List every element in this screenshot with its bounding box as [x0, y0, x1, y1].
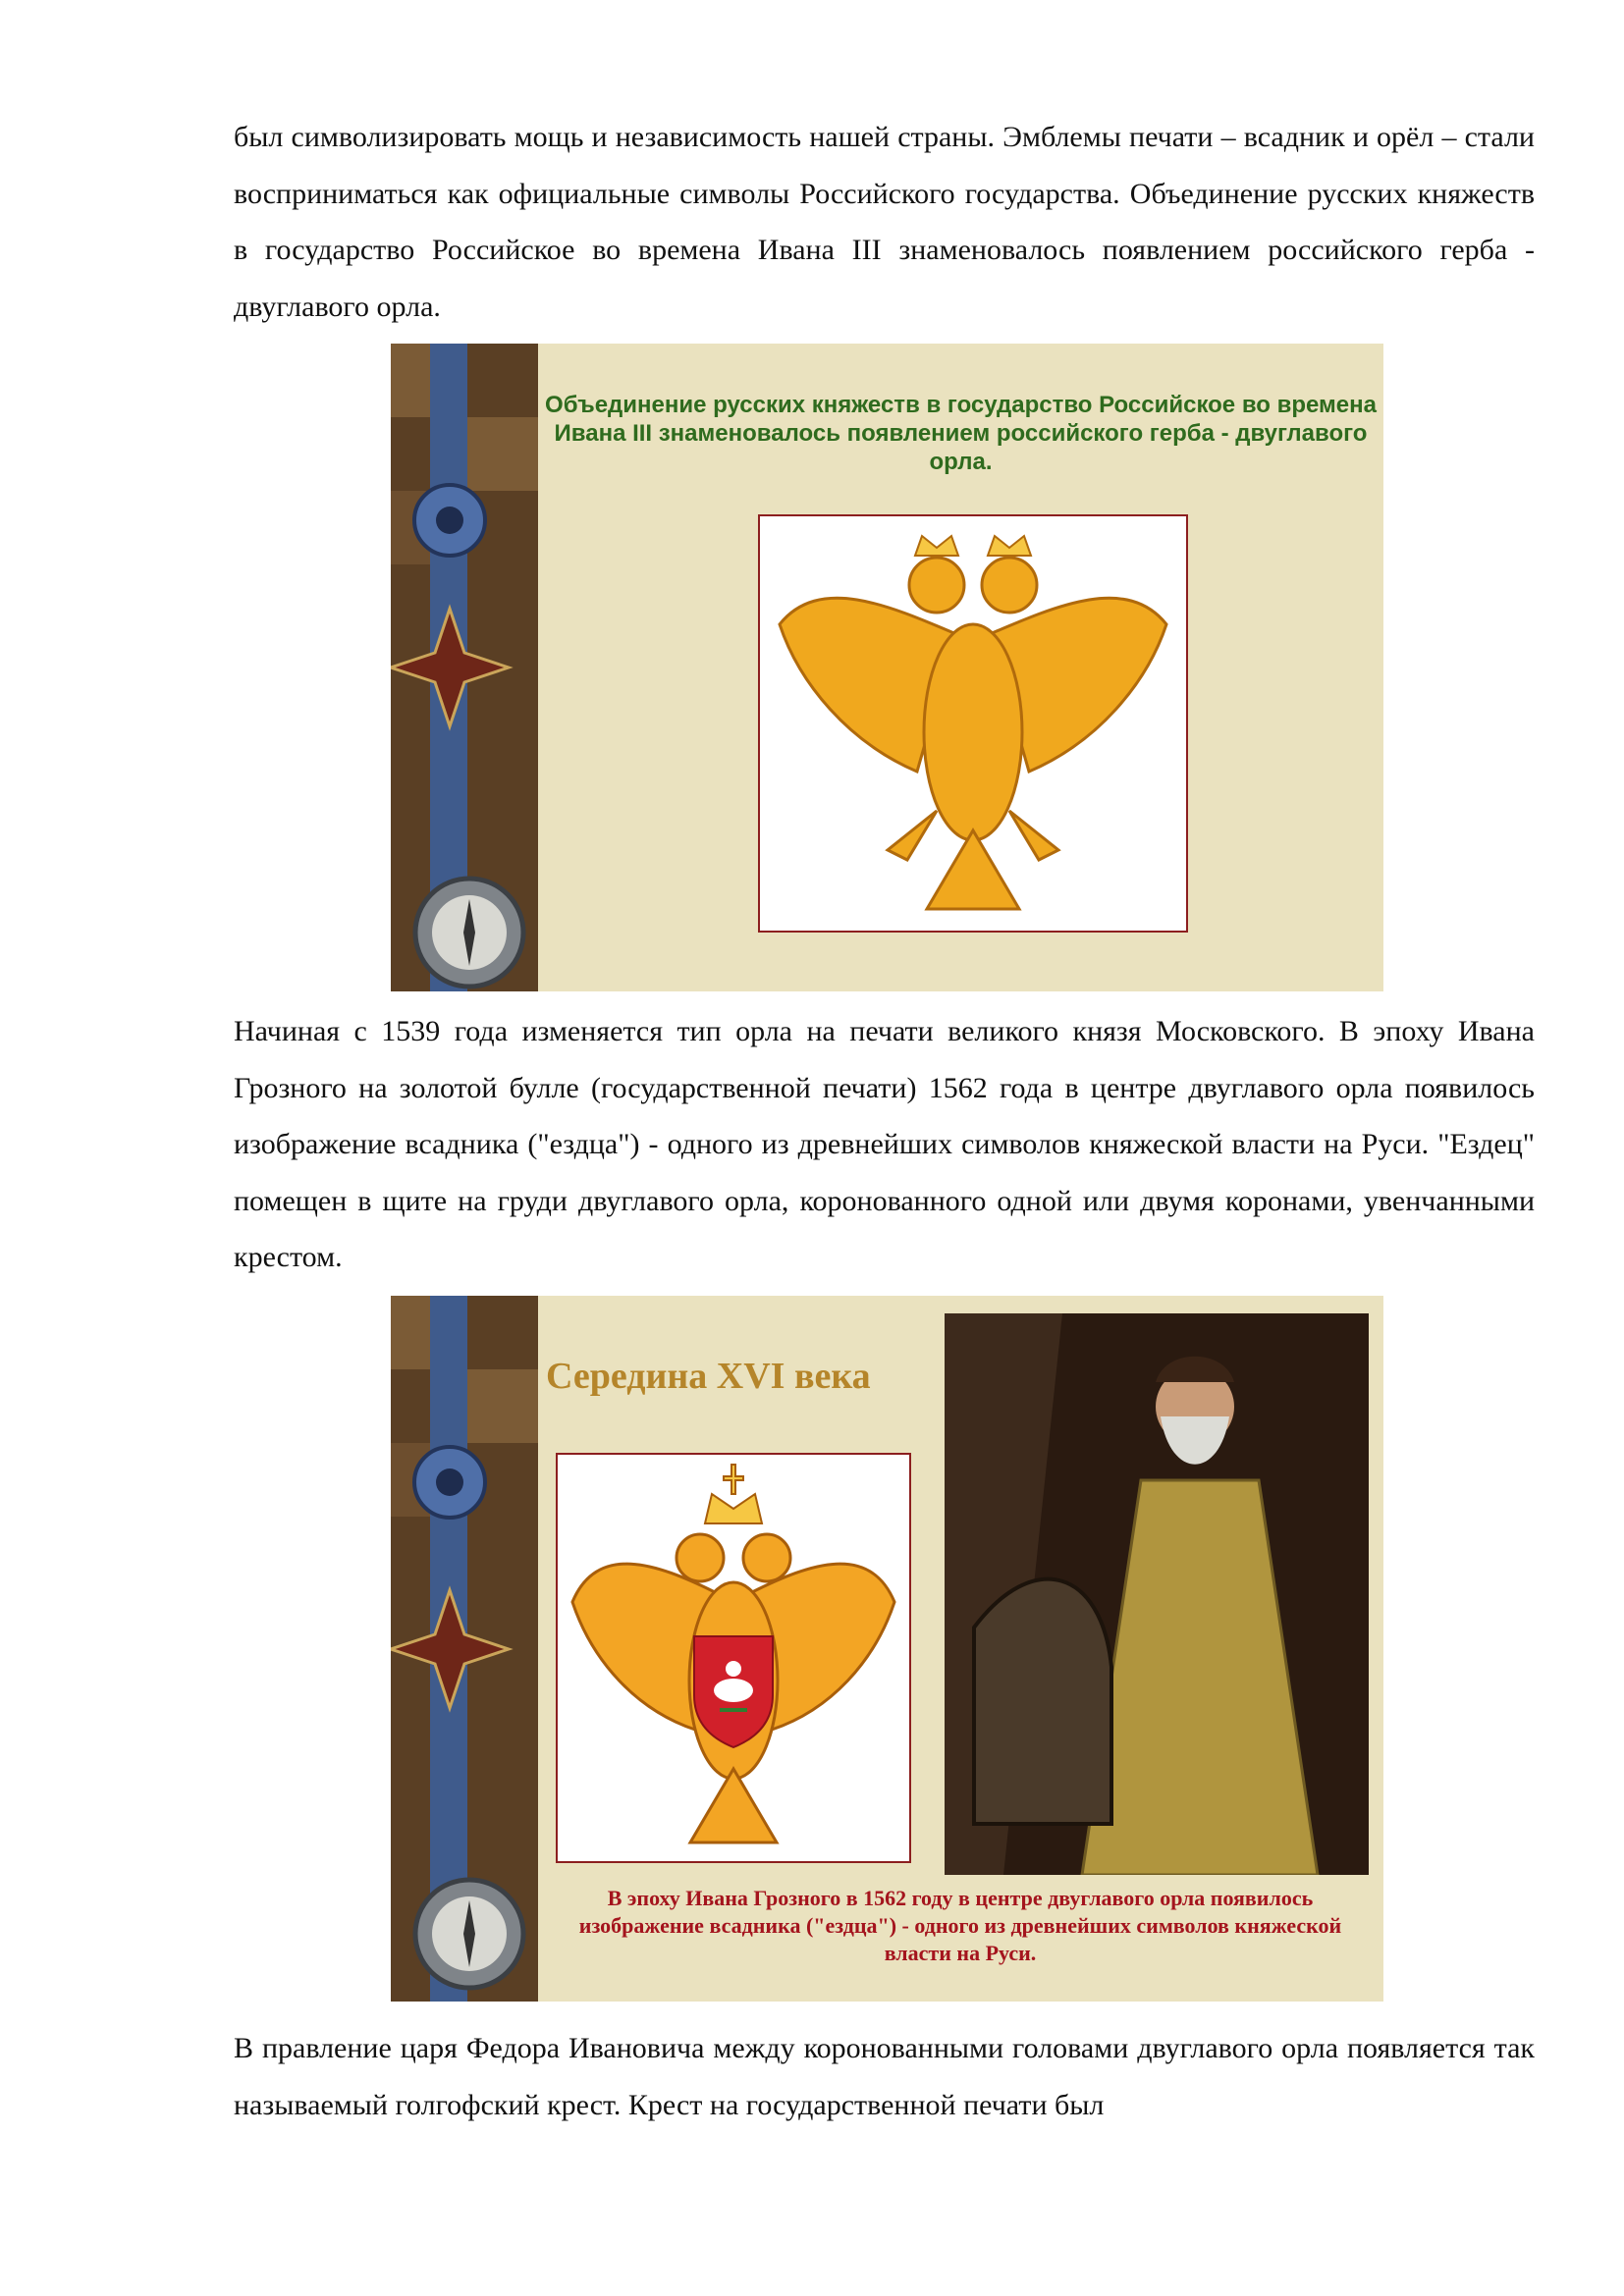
medal-icon — [414, 1447, 485, 1518]
paragraph-3: В правление царя Федора Ивановича между коронованными головами двуглавого орла появляется так называемый голгофский крест. Крест на государственной печати был — [234, 2032, 1535, 2121]
slide-title: Объединение русских княжеств в государство Российское во времена Ивана III знаменовалось появлением российского герба - двуглавого орла. — [545, 392, 1377, 475]
crown-icon — [915, 536, 1031, 556]
slide-image-ivan-grozny — [391, 1296, 1383, 2002]
decorative-strip — [391, 344, 538, 991]
slide-caption: В эпоху Ивана Грозного в 1562 году в центре двуглавого орла появилось изображение всадника ("ездца") - одного из древнейших символов княжеской власти на Руси. — [578, 1886, 1342, 1965]
eagle-frame — [556, 1453, 911, 1863]
double-headed-eagle-icon — [558, 1455, 909, 1861]
medal-icon — [414, 485, 485, 556]
decorative-strip — [391, 1296, 538, 2002]
slide-title: Середина XVI века — [546, 1356, 871, 1397]
compass-icon — [415, 879, 523, 987]
paragraph-1: был символизировать мощь и независимость нашей страны. Эмблемы печати – всадник и орёл – стали восприниматься как официальные символы Российского государства. Объединение русских княжеств в государство Российское во времена Ивана III знаменовалось появлением российского герба - двуглавого орла. — [234, 121, 1535, 323]
slide-image-eagle-ivan-iii — [391, 344, 1383, 991]
compass-icon — [415, 1880, 523, 1988]
tsar-portrait-image — [945, 1313, 1369, 1875]
eagle-frame — [758, 514, 1188, 933]
crown-icon — [705, 1465, 762, 1523]
paragraph-2: Начиная с 1539 года изменяется тип орла на печати великого князя Московского. В эпоху Ивана Грозного на золотой булле (государственной печати) 1562 года в центре двуглавого орла появилось изображение всадника ("ездца") - одного из древнейших символов княжеской власти на Руси. "Ездец" помещен в щите на груди двуглавого орла, коронованного одной или двумя коронами, увенчанными крестом. — [234, 1015, 1535, 1273]
double-headed-eagle-icon — [760, 516, 1186, 931]
